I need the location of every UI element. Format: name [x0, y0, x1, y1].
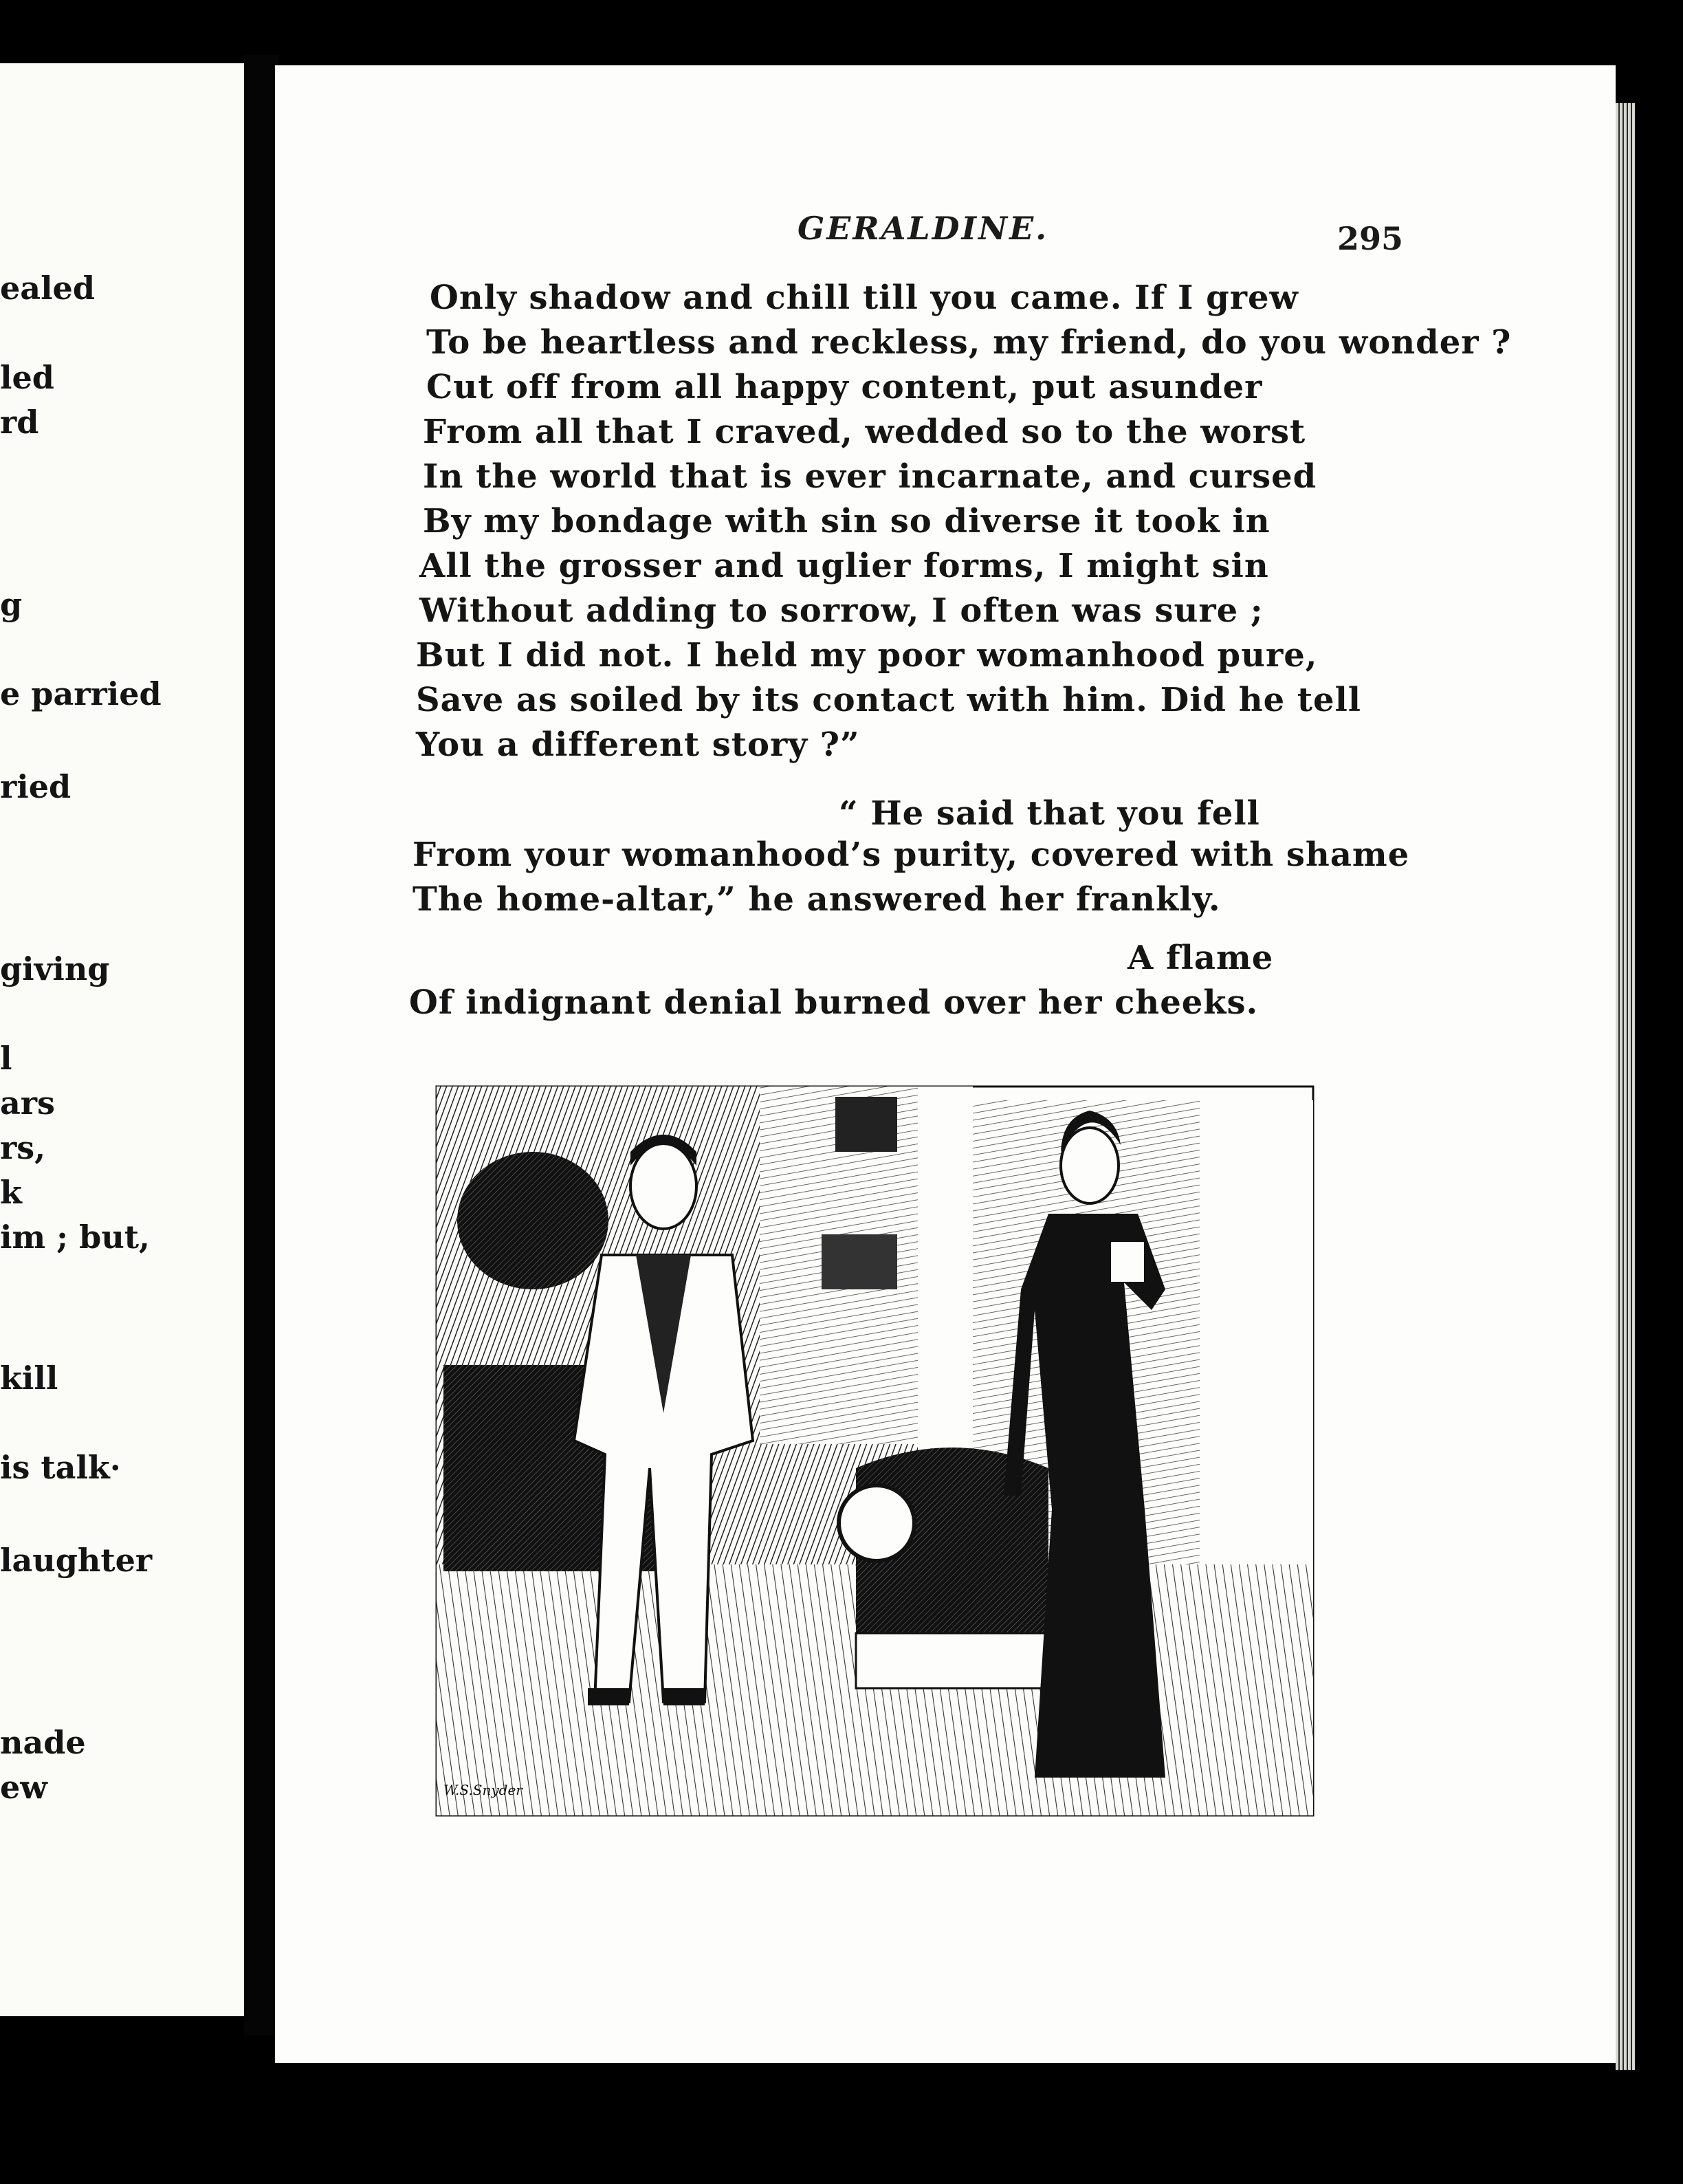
- poem-line: A flame: [1128, 939, 1274, 977]
- left-page-text-fragment: ealed: [0, 270, 95, 307]
- poem-line: Only shadow and chill till you came. If I grew: [430, 279, 1299, 317]
- poem-line: By my bondage with sin so diverse it took in: [423, 502, 1270, 540]
- main-page: [275, 65, 1616, 2063]
- left-page-text-fragment: l: [0, 1040, 12, 1077]
- poem-line: The home-altar,” he answered her frankly.: [412, 880, 1221, 919]
- sofa: [839, 1448, 1055, 1688]
- artist-signature: W.S.Snyder: [443, 1782, 522, 1798]
- engraving-scene: [430, 1083, 1323, 1822]
- page-number: 295: [1337, 220, 1404, 257]
- poem-line: You a different story ?”: [416, 725, 860, 764]
- poem-line: To be heartless and reckless, my friend, do you wonder ?: [426, 323, 1512, 362]
- left-page-text-fragment: rs,: [0, 1129, 46, 1166]
- left-page-text-fragment: ew: [0, 1769, 47, 1806]
- potted-plant: [457, 1152, 608, 1289]
- left-page-text-fragment: im ; but,: [0, 1219, 151, 1256]
- left-page-text-fragment: ars: [0, 1084, 55, 1122]
- left-page-text-fragment: rd: [0, 404, 39, 441]
- left-page-text-fragment: is talk·: [0, 1449, 121, 1486]
- left-facing-page: [0, 63, 244, 2016]
- page-stack-edge: [1616, 103, 1635, 2070]
- poem-line: Of indignant denial burned over her cheeks.: [409, 983, 1259, 1022]
- wall-picture: [835, 1097, 897, 1152]
- left-page-text-fragment: ried: [0, 768, 72, 805]
- poem-line: Without adding to sorrow, I often was sure ;: [419, 591, 1264, 630]
- book-gutter: [244, 55, 278, 2035]
- poem-line: In the world that is ever incarnate, and cursed: [423, 457, 1317, 496]
- poem-line: All the grosser and uglier forms, I might sin: [419, 547, 1269, 585]
- left-page-text-fragment: giving: [0, 950, 110, 987]
- mirror-frame: [822, 1234, 897, 1289]
- left-page-text-fragment: k: [0, 1174, 22, 1211]
- poem-line: “ He said that you fell: [839, 794, 1260, 833]
- left-page-text-fragment: e parried: [0, 675, 162, 712]
- poem-line: Save as soiled by its contact with him. Did he tell: [416, 681, 1362, 719]
- left-page-text-fragment: led: [0, 359, 54, 396]
- poem-line: From your womanhood’s purity, covered with shame: [412, 836, 1410, 874]
- running-head: GERALDINE.: [798, 210, 1049, 247]
- right-wall-plain: [1200, 1100, 1313, 1595]
- poem-line: From all that I craved, wedded so to the worst: [423, 413, 1306, 451]
- left-page-text-fragment: kill: [0, 1359, 58, 1397]
- left-page-text-fragment: g: [0, 586, 23, 623]
- left-page-text-fragment: nade: [0, 1724, 86, 1761]
- engraving-illustration: [430, 1083, 1323, 1822]
- left-page-text-fragment: laughter: [0, 1542, 153, 1579]
- poem-line: Cut off from all happy content, put asunder: [426, 368, 1263, 406]
- poem-line: But I did not. I held my poor womanhood pure,: [416, 636, 1318, 675]
